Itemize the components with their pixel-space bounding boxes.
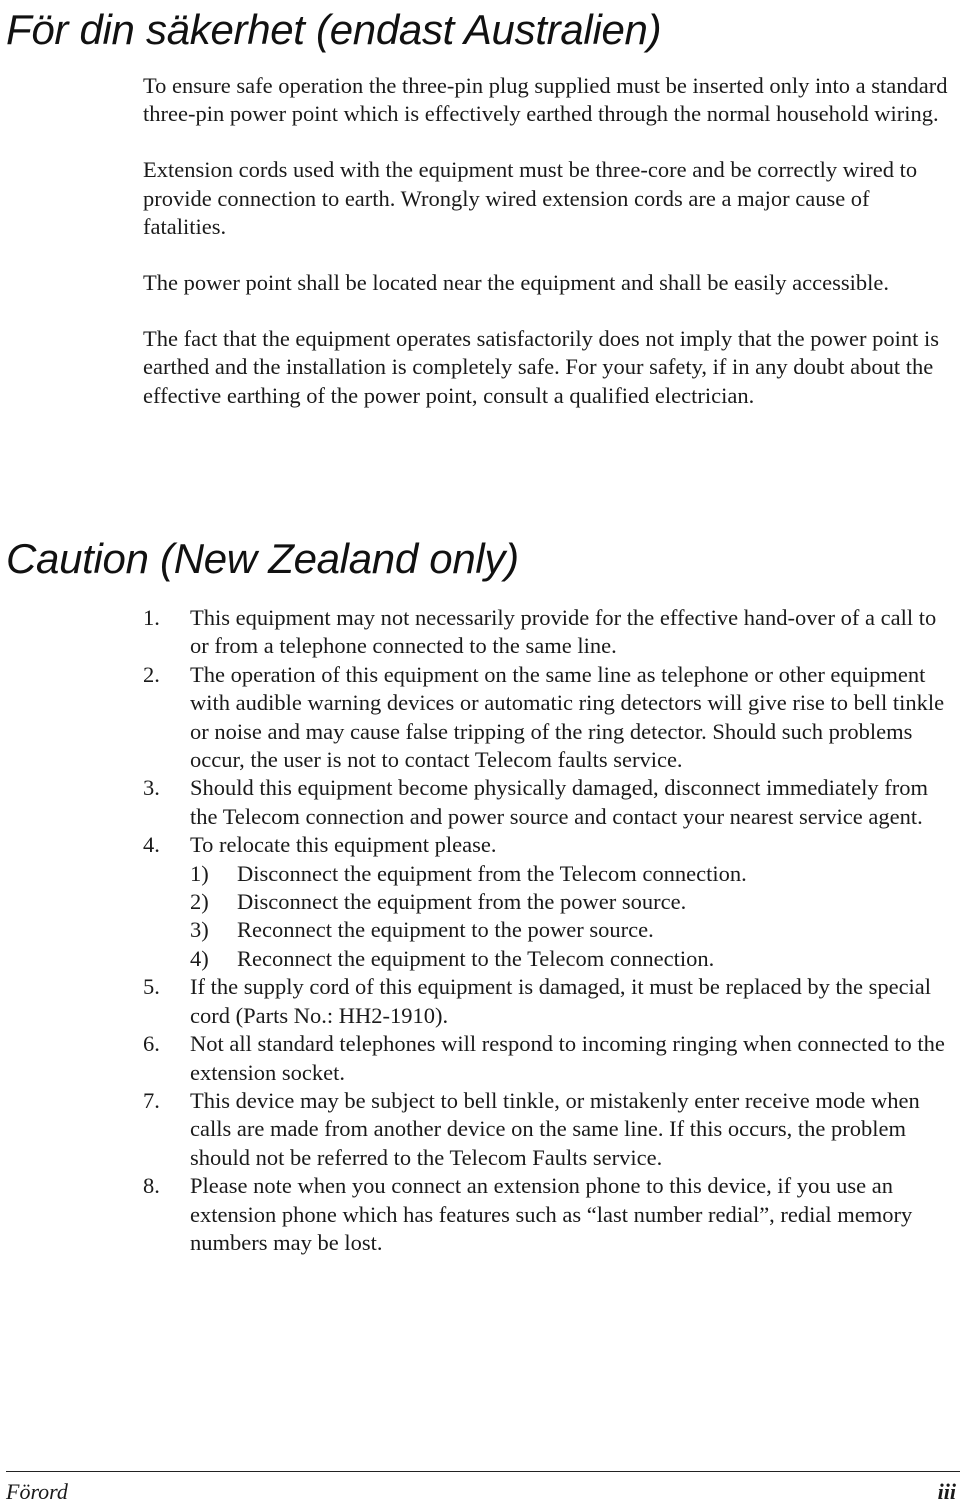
footer-divider bbox=[6, 1471, 960, 1472]
list-item bbox=[143, 1030, 955, 1087]
list-item-text: Not all standard telephones will respond to incoming ringing when connected to the extension socket. bbox=[190, 1031, 945, 1085]
paragraph: The power point shall be located near the equipment and shall be easily accessible. bbox=[143, 270, 889, 296]
list-item-text: Please note when you connect an extension phone to this device, if you use an extension phone which has features such as “last number redial”, redial memory numbers may be lost. bbox=[190, 1173, 913, 1255]
safety-australia-body bbox=[143, 72, 955, 438]
list-item bbox=[143, 973, 955, 1030]
list-item-number: 3. bbox=[143, 775, 160, 801]
list-item-text: This equipment may not necessarily provide for the effective hand-over of a call to or from a telephone connected to the same line. bbox=[190, 605, 937, 659]
caution-list bbox=[143, 604, 955, 1257]
sub-list-item-text: Disconnect the equipment from the power source. bbox=[237, 889, 687, 915]
footer-section-name: Förord bbox=[6, 1479, 68, 1504]
list-item-number: 7. bbox=[143, 1087, 160, 1113]
section-title-safety-australia: För din säkerhet (endast Australien) bbox=[6, 6, 662, 53]
sub-list-item-text: Reconnect the equipment to the Telecom connection. bbox=[237, 945, 715, 971]
list-item-number: 2. bbox=[143, 661, 160, 687]
list-item bbox=[143, 774, 955, 831]
sub-list-item bbox=[190, 916, 955, 944]
paragraph: To ensure safe operation the three-pin plug supplied must be inserted only into a standard three-pin power point which is effectively earthed through the normal household wiring. bbox=[143, 73, 948, 127]
list-item bbox=[143, 1172, 955, 1257]
list-item-number: 5. bbox=[143, 974, 160, 1000]
sub-list-item-text: Reconnect the equipment to the power source. bbox=[237, 917, 654, 943]
sub-list-item-number: 3) bbox=[190, 917, 209, 943]
list-item bbox=[143, 1087, 955, 1172]
list-item-number: 4. bbox=[143, 832, 160, 858]
list-item-text: Should this equipment become physically damaged, disconnect immediately from the Telecom connection and power source and contact your nearest service agent. bbox=[190, 775, 928, 829]
list-item-number: 8. bbox=[143, 1173, 160, 1199]
list-item-number: 6. bbox=[143, 1031, 160, 1057]
list-item-number: 1. bbox=[143, 605, 160, 630]
sub-list-item bbox=[190, 945, 955, 973]
sub-list-item-number: 4) bbox=[190, 945, 209, 971]
list-item bbox=[143, 604, 955, 661]
paragraph: Extension cords used with the equipment must be three-core and be correctly wired to provide connection to earth. Wrongly wired extension cords are a major cause of fatalities. bbox=[143, 157, 918, 240]
list-item-text: The operation of this equipment on the same line as telephone or other equipment with audible warning devices or automatic ring detectors will give rise to bell tinkle or noise and may cause false tripping of the ring detector. Should such problems occur, the user is not to contact Telecom faults service. bbox=[190, 661, 945, 773]
list-item bbox=[143, 661, 955, 775]
sub-list-item bbox=[190, 888, 955, 916]
sub-list-item bbox=[190, 860, 955, 888]
list-item-text: To relocate this equipment please. bbox=[190, 832, 497, 858]
list-item bbox=[143, 831, 955, 973]
paragraph: The fact that the equipment operates satisfactorily does not imply that the power point is earthed and the installation is completely safe. For your safety, if in any doubt about the effective earthing of the power point, consult a qualified electrician. bbox=[143, 325, 940, 408]
sub-list-item-number: 2) bbox=[190, 889, 209, 915]
section-title-caution-new-zealand: Caution (New Zealand only) bbox=[6, 535, 519, 582]
sub-list-item-text: Disconnect the equipment from the Telecom connection. bbox=[237, 860, 747, 886]
list-item-text: If the supply cord of this equipment is damaged, it must be replaced by the special cord (Parts No.: HH2-1910). bbox=[190, 974, 932, 1028]
page-number: iii bbox=[937, 1479, 956, 1504]
list-item-text: This device may be subject to bell tinkle, or mistakenly enter receive mode when calls are made from another device on the same line. If this occurs, the problem should not be referred to the Telecom Faults service. bbox=[190, 1087, 920, 1170]
sub-list-item-number: 1) bbox=[190, 860, 209, 886]
